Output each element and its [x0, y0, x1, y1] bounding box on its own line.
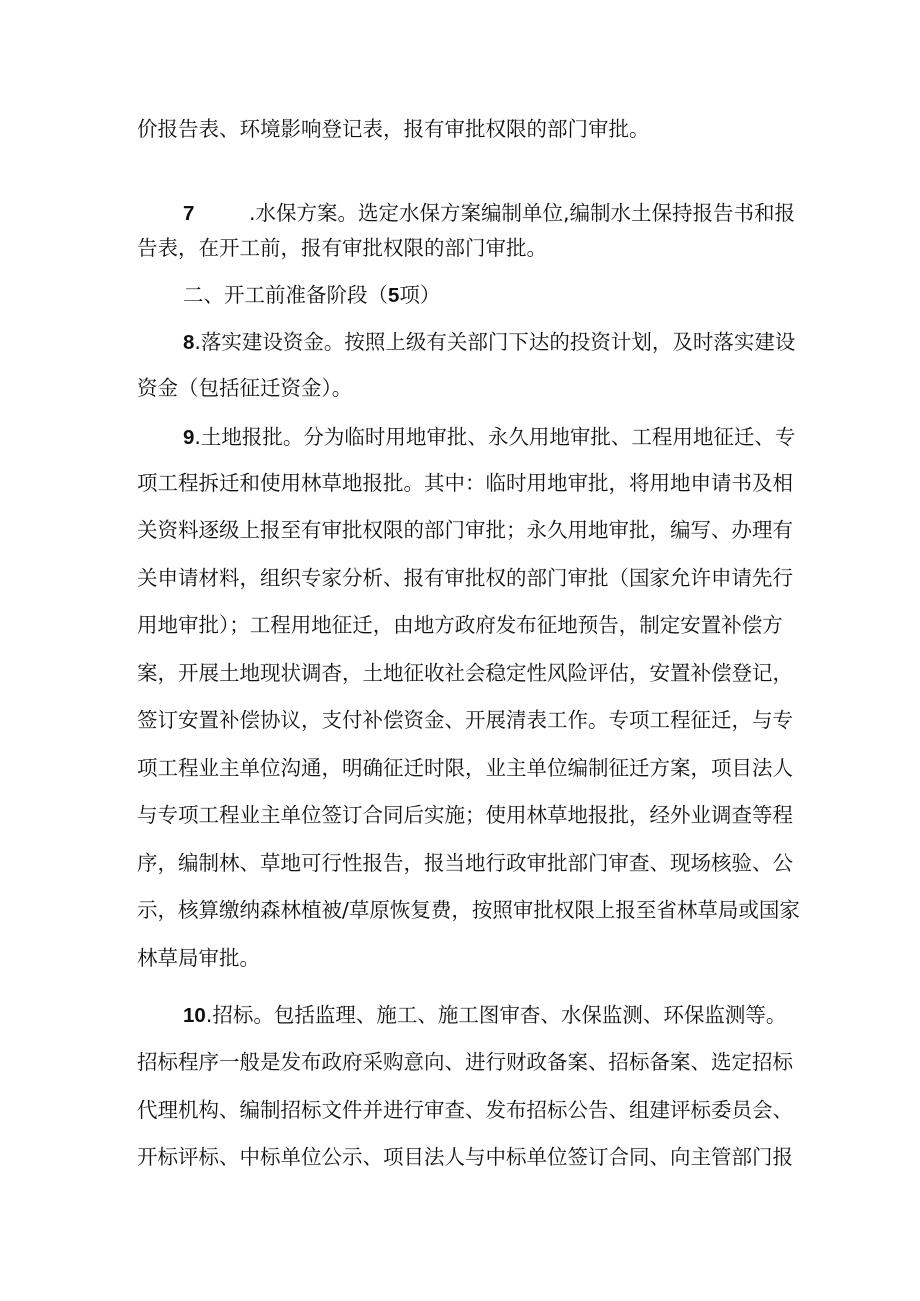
line-text: 开标评标、中标单位公示、项目法人与中标单位签订合同、向主管部门报	[137, 1145, 793, 1169]
item-number: 10	[183, 1004, 206, 1027]
line-text: 案，开展土地现状调杳，土地征收社会稳定性风险评估，安置补偿登记，	[137, 661, 793, 685]
item-number: 9	[183, 426, 195, 449]
line-text: 代理机构、编制招标文件并进行审查、发布招标公告、组建评标委员会、	[137, 1098, 793, 1122]
line-text: 与专项工程业主单位签订合同后实施；使用林草地报批，经外业调查等程	[137, 803, 793, 827]
item-10-line-1	[183, 1003, 786, 1029]
heading-text: 二、开工前准备阶段（	[183, 283, 388, 307]
text-line	[137, 471, 793, 496]
line-text: 项工程业主单位沟通，明确征迁时限，业主单位编制征迁方案，项目法人	[137, 756, 793, 780]
text-line	[137, 566, 793, 591]
text-line	[137, 1145, 793, 1170]
item-9-line-1	[183, 425, 795, 451]
item-number: 8	[183, 331, 195, 354]
text-line	[137, 803, 793, 828]
text-line	[137, 518, 793, 543]
text-line	[137, 661, 793, 686]
line-text: 签订安置补偿协议，支付补偿资金、开展清表工作。专项工程征迁，与专	[137, 708, 793, 732]
text-line	[137, 236, 547, 261]
text-line	[137, 1098, 793, 1123]
heading-count: 5	[388, 284, 400, 307]
line-text: 关资料逐级上报至有审批权限的部门审批；永久用地审批，编写、办理有	[137, 518, 793, 542]
line-text: 关申请材料，组织专家分析、报有审批权的部门审批（国家允许申请先行	[137, 566, 793, 590]
item-number: 7	[183, 202, 195, 225]
text-line	[137, 756, 793, 781]
line-text: 用地审批）；工程用地征迁，由地方政府发布征地预告，制定安置补偿方	[137, 613, 783, 637]
line-text: 示，核算缴纳森林植被/草原恢复费，按照审批权限上报至省林草局或国家	[137, 898, 800, 922]
line-text: 林草局审批。	[137, 946, 260, 970]
text-line	[137, 117, 650, 142]
text-line	[137, 898, 800, 923]
text-line	[137, 708, 793, 733]
line-text: 资金（包括征迁资金）。	[137, 376, 353, 400]
line-text: 价报告表、环境影响登记表，报有审批权限的部门审批。	[137, 117, 650, 141]
line-text: .土地报批。分为临时用地审批、永久用地审批、工程用地征迁、专	[194, 425, 796, 449]
line-text: 招标程序一般是发布政府采购意向、进行财政备案、招标备案、选定招标	[137, 1050, 793, 1074]
line-text: .招标。包括监理、施工、施工图审杳、水保监测、环保监测等。	[205, 1003, 787, 1027]
text-line	[137, 613, 783, 638]
section-heading	[183, 283, 440, 309]
text-line	[137, 851, 793, 876]
line-text: .落实建设资金。按照上级有关部门下达的投资计划，及时落实建设	[194, 330, 796, 354]
line-text: .水保方案。选定水保方案编制单位,编制水土保持报告书和报	[249, 201, 796, 225]
item-7-line-1	[183, 201, 795, 227]
text-line	[137, 1050, 793, 1075]
item-8-line-1	[183, 330, 795, 356]
text-line	[137, 946, 260, 971]
heading-text-suffix: 项）	[399, 283, 441, 307]
line-text: 序，编制林、草地可行性报告，报当地行政审批部门审查、现场核验、公	[137, 851, 793, 875]
text-line	[137, 376, 352, 401]
line-text: 项工程拆迁和使用林草地报批。其中：临时用地审批，将用地申请书及相	[137, 471, 793, 495]
line-text: 告表，在开工前，报有审批权限的部门审批。	[137, 236, 547, 260]
